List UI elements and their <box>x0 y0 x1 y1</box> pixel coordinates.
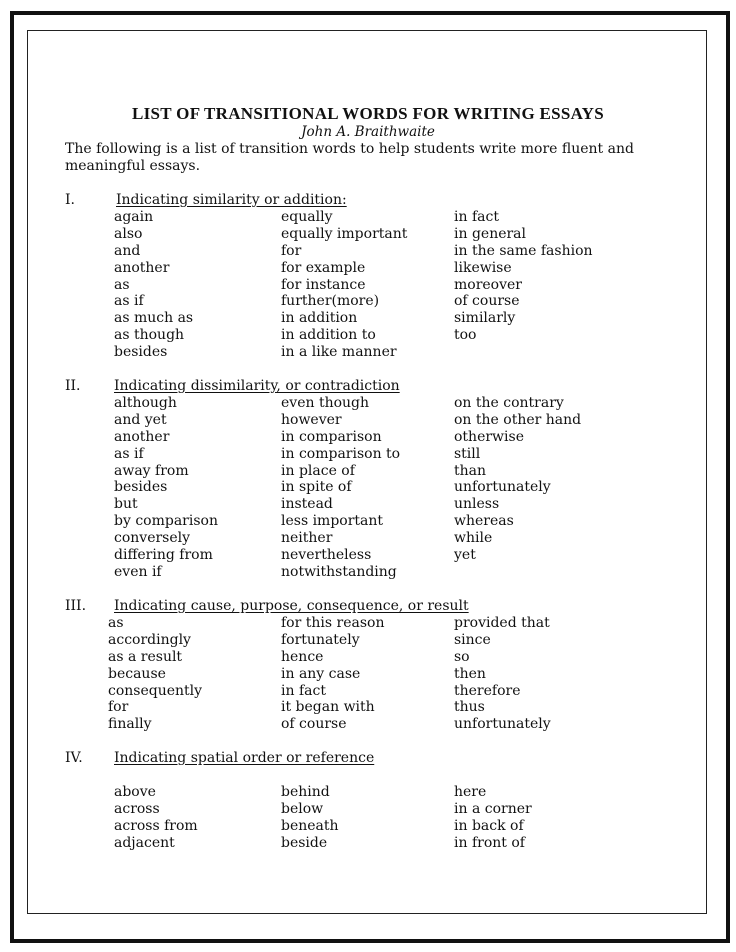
transition-word: for example <box>281 259 366 276</box>
transition-word: because <box>108 665 166 682</box>
transition-word: across <box>114 800 160 817</box>
transition-word: equally important <box>281 225 408 242</box>
transition-word: for <box>281 242 302 259</box>
transition-word: however <box>281 411 342 428</box>
transition-word: then <box>454 665 486 682</box>
transition-word: across from <box>114 817 198 834</box>
section-number: III. <box>65 598 87 614</box>
transition-word: as much as <box>114 310 194 327</box>
transition-word: otherwise <box>454 428 524 445</box>
word-column-2 <box>281 784 339 852</box>
transition-word: although <box>114 395 177 411</box>
transition-word: by comparison <box>114 513 218 530</box>
transition-word: therefore <box>454 682 521 699</box>
transition-word: further(more) <box>281 293 380 310</box>
transition-word: here <box>454 784 487 800</box>
transition-word: in the same fashion <box>454 242 593 259</box>
transition-word: besides <box>114 479 168 496</box>
word-column-1 <box>114 784 198 852</box>
word-column-2 <box>281 395 400 581</box>
transition-word: neither <box>281 530 333 547</box>
word-column-1 <box>114 395 218 581</box>
transition-word: on the contrary <box>454 395 564 411</box>
word-column-1 <box>114 209 193 361</box>
transition-word: as <box>114 276 130 293</box>
transition-word: in a like manner <box>281 344 397 361</box>
transition-word: instead <box>281 496 333 513</box>
transition-word: and <box>114 242 141 259</box>
transition-word: unless <box>454 496 500 513</box>
word-column-3 <box>454 615 551 733</box>
transition-word: conversely <box>114 530 191 547</box>
transition-word: likewise <box>454 259 512 276</box>
transition-word: in addition <box>281 310 358 327</box>
transition-word: provided that <box>454 615 550 631</box>
section-number: II. <box>65 378 81 394</box>
transition-word: of course <box>454 293 520 310</box>
intro-paragraph: The following is a list of transition words to help students write more fluent and meaningful essays. <box>65 141 634 174</box>
word-column-3 <box>454 784 532 852</box>
transition-word: as a result <box>108 648 183 665</box>
transition-word: but <box>114 496 138 513</box>
transition-word: of course <box>281 716 347 733</box>
transition-word: accordingly <box>108 631 191 648</box>
transition-word: in back of <box>454 817 524 834</box>
transition-word: similarly <box>454 310 516 327</box>
transition-word: since <box>454 631 491 648</box>
transition-word: yet <box>454 547 476 564</box>
transition-word: another <box>114 428 170 445</box>
transition-word: notwithstanding <box>281 563 397 580</box>
transition-word: equally <box>281 209 333 225</box>
transition-word: fortunately <box>281 631 360 648</box>
transition-word: beside <box>281 834 328 851</box>
transition-word: whereas <box>454 513 514 530</box>
transition-word: on the other hand <box>454 411 582 428</box>
transition-word: in comparison to <box>281 445 401 462</box>
transition-word: even if <box>114 563 162 580</box>
section-number: I. <box>65 192 75 208</box>
transition-word: in any case <box>281 665 361 682</box>
transition-word: and yet <box>114 411 167 428</box>
word-column-1 <box>108 615 202 733</box>
transition-word: as if <box>114 293 144 310</box>
word-column-2 <box>281 615 384 733</box>
section-heading: Indicating spatial order or reference <box>114 750 375 766</box>
transition-word: in a corner <box>454 800 532 817</box>
transition-word: as <box>108 615 124 631</box>
transition-word: in place of <box>281 462 355 479</box>
transition-word: in comparison <box>281 428 382 445</box>
transition-word: even though <box>281 395 370 411</box>
transition-word: in addition to <box>281 327 376 344</box>
transition-word: as if <box>114 445 144 462</box>
word-column-3 <box>454 209 593 344</box>
transition-word: in spite of <box>281 479 352 496</box>
transition-word: moreover <box>454 276 522 293</box>
transition-word: unfortunately <box>454 479 551 496</box>
transition-word: for instance <box>281 276 366 293</box>
transition-word: unfortunately <box>454 716 551 733</box>
transition-word: for <box>108 699 129 716</box>
word-column-2 <box>281 209 407 361</box>
transition-word: behind <box>281 784 330 800</box>
transition-word: so <box>454 648 470 665</box>
transition-word: than <box>454 462 487 479</box>
transition-word: finally <box>108 716 152 733</box>
transition-word: still <box>454 445 481 462</box>
transition-word: while <box>454 530 493 547</box>
transition-word: also <box>114 225 143 242</box>
transition-word: besides <box>114 344 168 361</box>
transition-word: for this reason <box>281 615 385 631</box>
word-column-3 <box>454 395 581 564</box>
transition-word: in fact <box>454 209 499 225</box>
transition-word: consequently <box>108 682 203 699</box>
section-heading: Indicating cause, purpose, consequence, or result <box>114 598 469 614</box>
transition-word: as though <box>114 327 185 344</box>
transition-word: it began with <box>281 699 375 716</box>
transition-word: in general <box>454 225 527 242</box>
author-name: John A. Braithwaite <box>301 124 435 140</box>
transition-word: in fact <box>281 682 326 699</box>
document-title: LIST OF TRANSITIONAL WORDS FOR WRITING ESSAYS <box>131 104 605 123</box>
transition-word: less important <box>281 513 384 530</box>
transition-word: below <box>281 800 324 817</box>
section-heading: Indicating dissimilarity, or contradiction <box>114 378 400 394</box>
section-heading: Indicating similarity or addition: <box>116 192 347 208</box>
transition-word: again <box>114 209 154 225</box>
transition-word: differing from <box>114 547 213 564</box>
transition-word: thus <box>454 699 485 716</box>
transition-word: another <box>114 259 170 276</box>
transition-word: above <box>114 784 156 800</box>
transition-word: away from <box>114 462 189 479</box>
transition-word: nevertheless <box>281 547 372 564</box>
transition-word: beneath <box>281 817 339 834</box>
transition-word: adjacent <box>114 834 175 851</box>
section-number: IV. <box>65 750 83 766</box>
transition-word: hence <box>281 648 324 665</box>
transition-word: in front of <box>454 834 525 851</box>
transition-word: too <box>454 327 477 344</box>
